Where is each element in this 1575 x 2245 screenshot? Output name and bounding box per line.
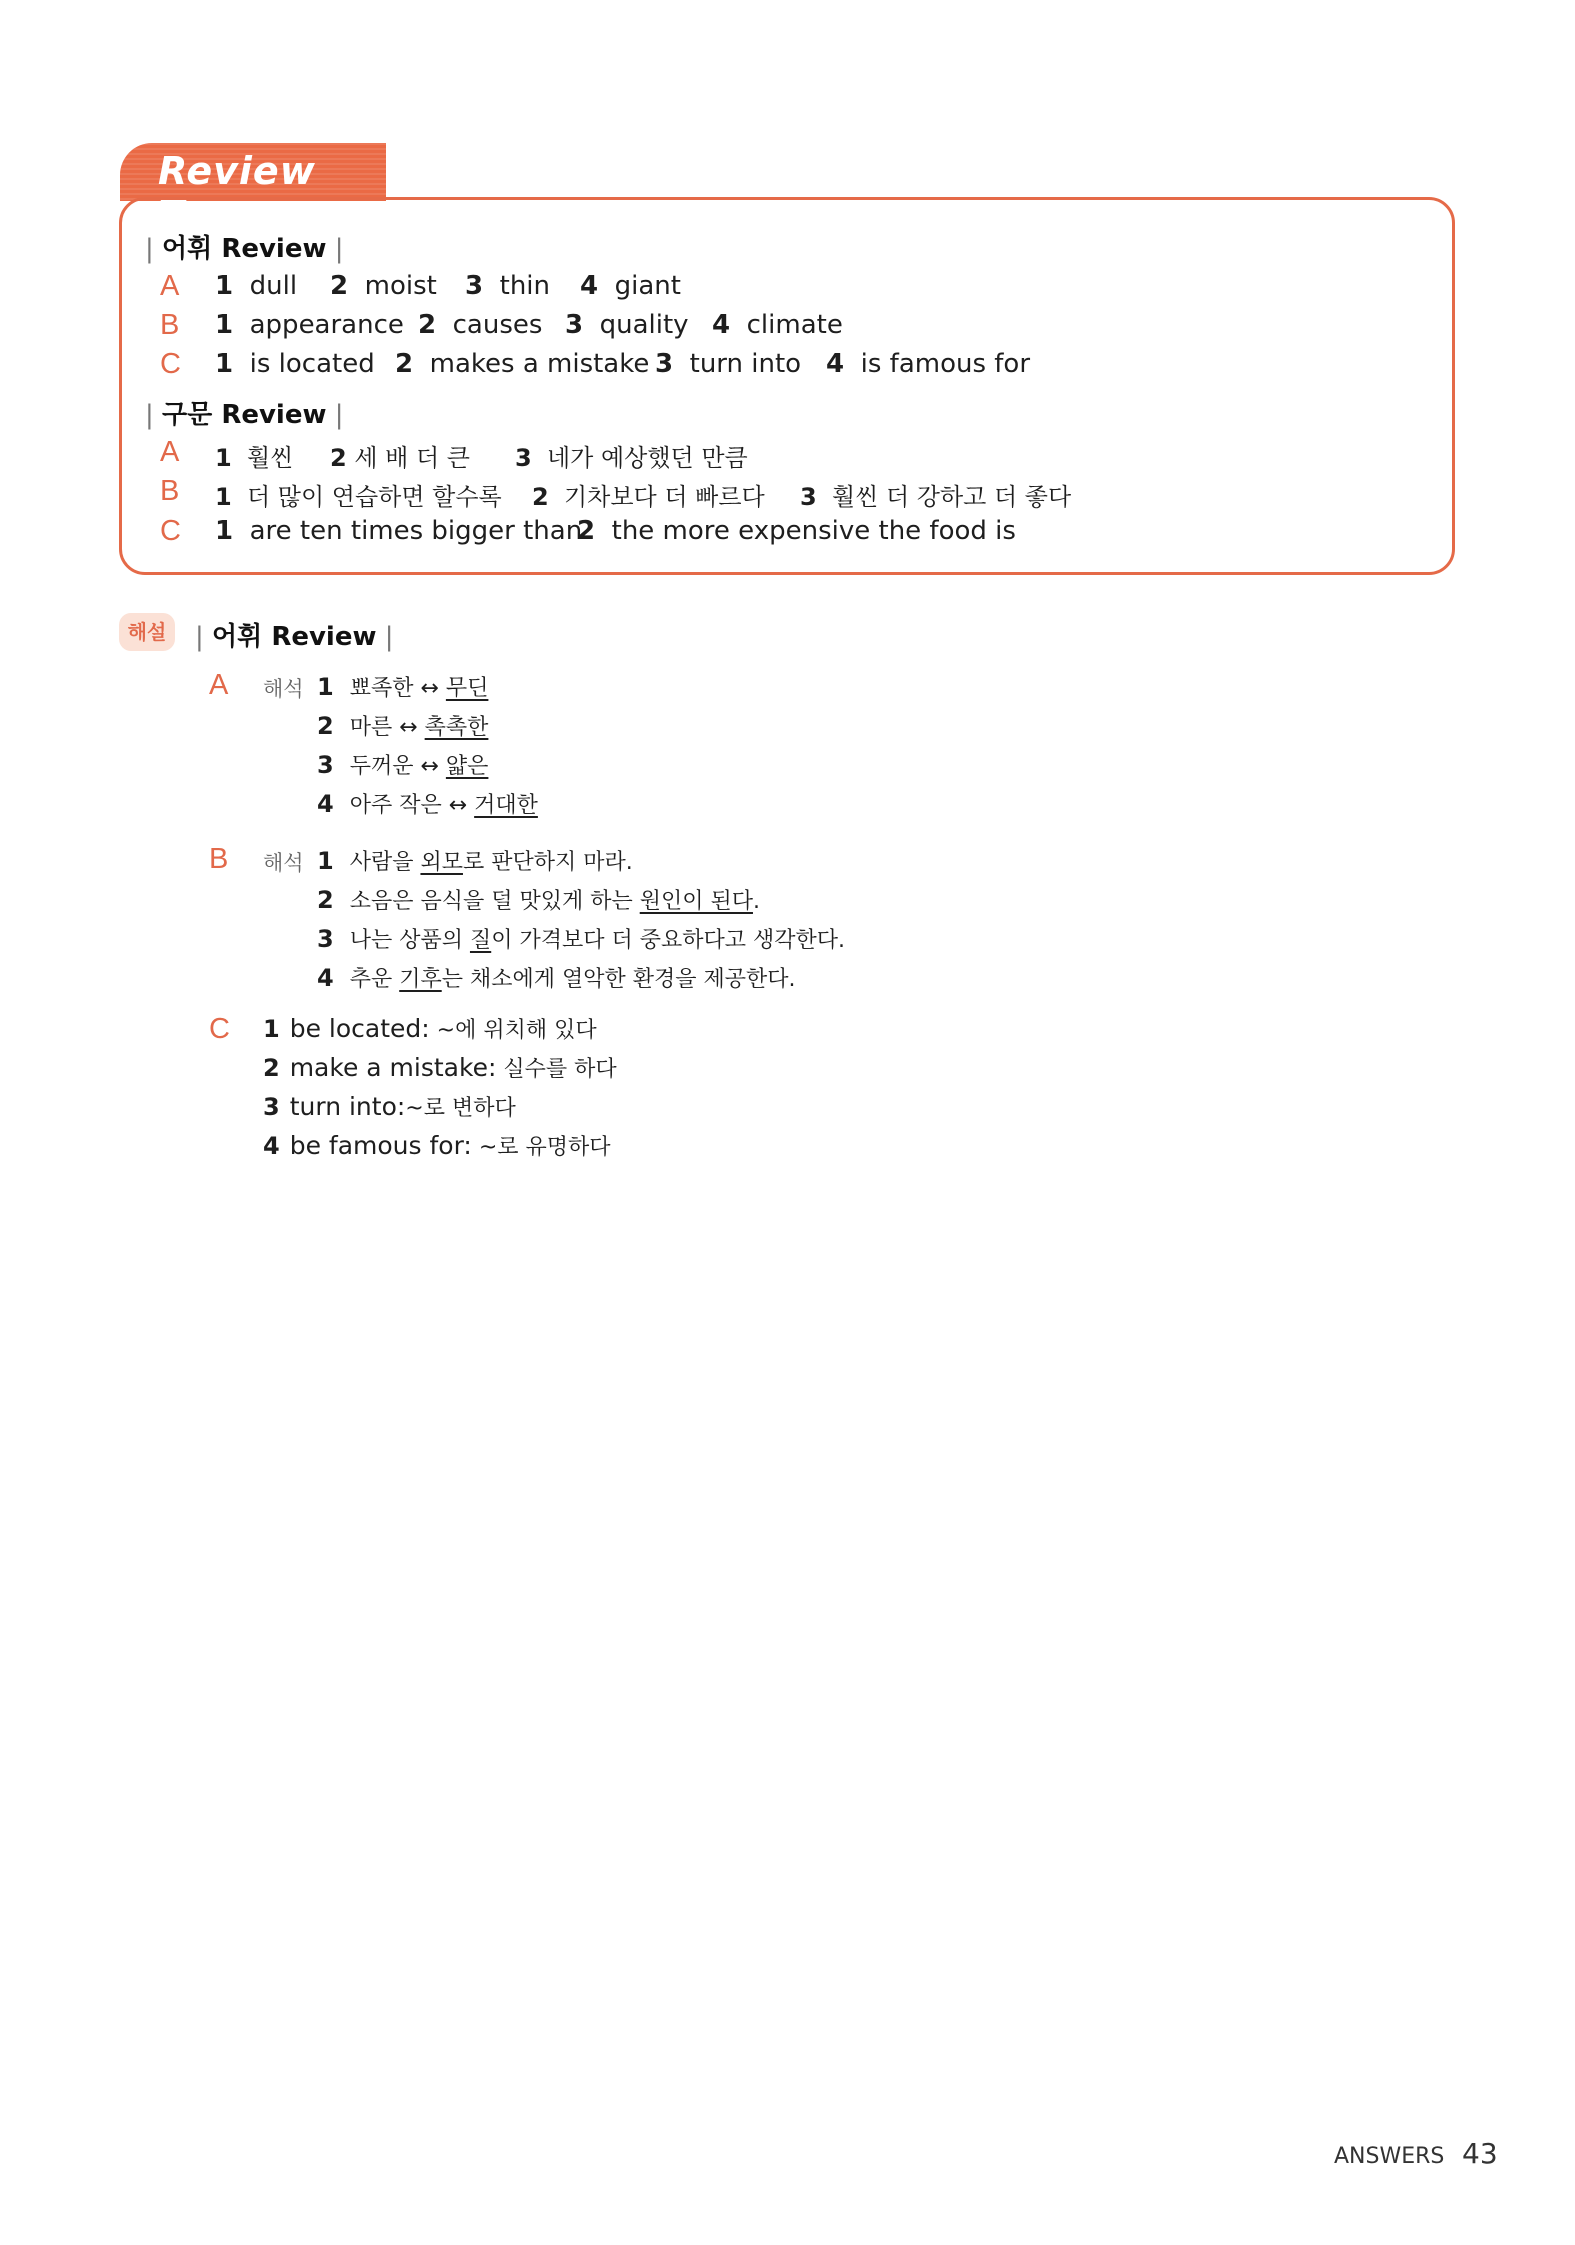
- explanation-c-line-2: 2 make a mistake: 실수를 하다: [263, 1053, 617, 1082]
- vocab-b-item-1: 1 appearance: [215, 310, 404, 340]
- vocab-c-item-2: 2 makes a mistake: [395, 349, 650, 379]
- vocab-a-letter: A: [160, 270, 180, 302]
- vocab-b-item-4: 4 climate: [712, 310, 843, 340]
- grammar-a-item-3: 3 네가 예상했던 만큼: [515, 444, 748, 472]
- explanation-b-line-1: 1 사람을 외모로 판단하지 마라.: [317, 847, 633, 875]
- explanation-c-line-4: 4 be famous for: ~로 유명하다: [263, 1131, 611, 1160]
- grammar-b-item-1: 1 더 많이 연습하면 할수록: [215, 483, 502, 511]
- vocab-b-item-3: 3 quality: [565, 310, 689, 340]
- grammar-b-item-3: 3 훨씬 더 강하고 더 좋다: [800, 483, 1072, 511]
- grammar-c-letter: C: [160, 515, 181, 547]
- vocab-c-item-1: 1 is located: [215, 349, 375, 379]
- explanation-a-line-3: 3 두꺼운 ↔ 얇은: [317, 751, 489, 779]
- explanation-a-letter: A: [209, 669, 229, 701]
- grammar-review-heading: | 구문 Review |: [145, 400, 344, 430]
- grammar-a-item-1: 1 훨씬: [215, 444, 294, 472]
- explanation-b-haeseok: 해석: [263, 851, 304, 875]
- vocab-c-letter: C: [160, 348, 181, 380]
- grammar-c-item-1: 1 are ten times bigger than: [215, 516, 583, 546]
- explanation-a-line-4: 4 아주 작은 ↔ 거대한: [317, 790, 538, 818]
- explanation-b-letter: B: [209, 843, 229, 875]
- explanation-b-line-4: 4 추운 기후는 채소에게 열악한 환경을 제공한다.: [317, 964, 796, 992]
- grammar-b-item-2: 2 기차보다 더 빠르다: [532, 483, 765, 511]
- explanation-a-line-1: 1 뾰족한 ↔ 무딘: [317, 673, 489, 701]
- explanation-c-line-3: 3 turn into:~로 변하다: [263, 1092, 516, 1121]
- explanation-b-line-3: 3 나는 상품의 질이 가격보다 더 중요하다고 생각한다.: [317, 925, 845, 953]
- review-test-tab: [120, 143, 386, 237]
- explanation-a-haeseok: 해석: [263, 677, 304, 701]
- explanation-badge: 해설: [119, 613, 175, 651]
- review-test-title: Review Test: [158, 149, 316, 237]
- vocab-b-item-2: 2 causes: [418, 310, 543, 340]
- vocab-a-item-1: 1 dull: [215, 271, 298, 301]
- vocab-c-item-4: 4 is famous for: [826, 349, 1031, 379]
- grammar-a-item-2: 2 세 배 더 큰: [330, 444, 470, 472]
- page-number: 43: [1462, 2137, 1498, 2170]
- explanation-heading: | 어휘 Review |: [195, 622, 394, 652]
- footer-label: ANSWERS: [1334, 2144, 1445, 2169]
- vocab-a-item-3: 3 thin: [465, 271, 550, 301]
- vocab-c-item-3: 3 turn into: [655, 349, 802, 379]
- grammar-a-letter: A: [160, 436, 180, 468]
- explanation-b-line-2: 2 소음은 음식을 덜 맛있게 하는 원인이 된다.: [317, 886, 760, 914]
- vocab-a-item-2: 2 moist: [330, 271, 437, 301]
- grammar-b-letter: B: [160, 475, 180, 507]
- explanation-c-line-1: 1 be located: ~에 위치해 있다: [263, 1014, 597, 1043]
- vocab-a-item-4: 4 giant: [580, 271, 681, 301]
- explanation-a-line-2: 2 마른 ↔ 촉촉한: [317, 712, 489, 740]
- explanation-c-letter: C: [209, 1013, 230, 1045]
- grammar-c-item-2: 2 the more expensive the food is: [577, 516, 1016, 546]
- vocab-b-letter: B: [160, 309, 180, 341]
- vocab-review-heading: | 어휘 Review |: [145, 234, 344, 264]
